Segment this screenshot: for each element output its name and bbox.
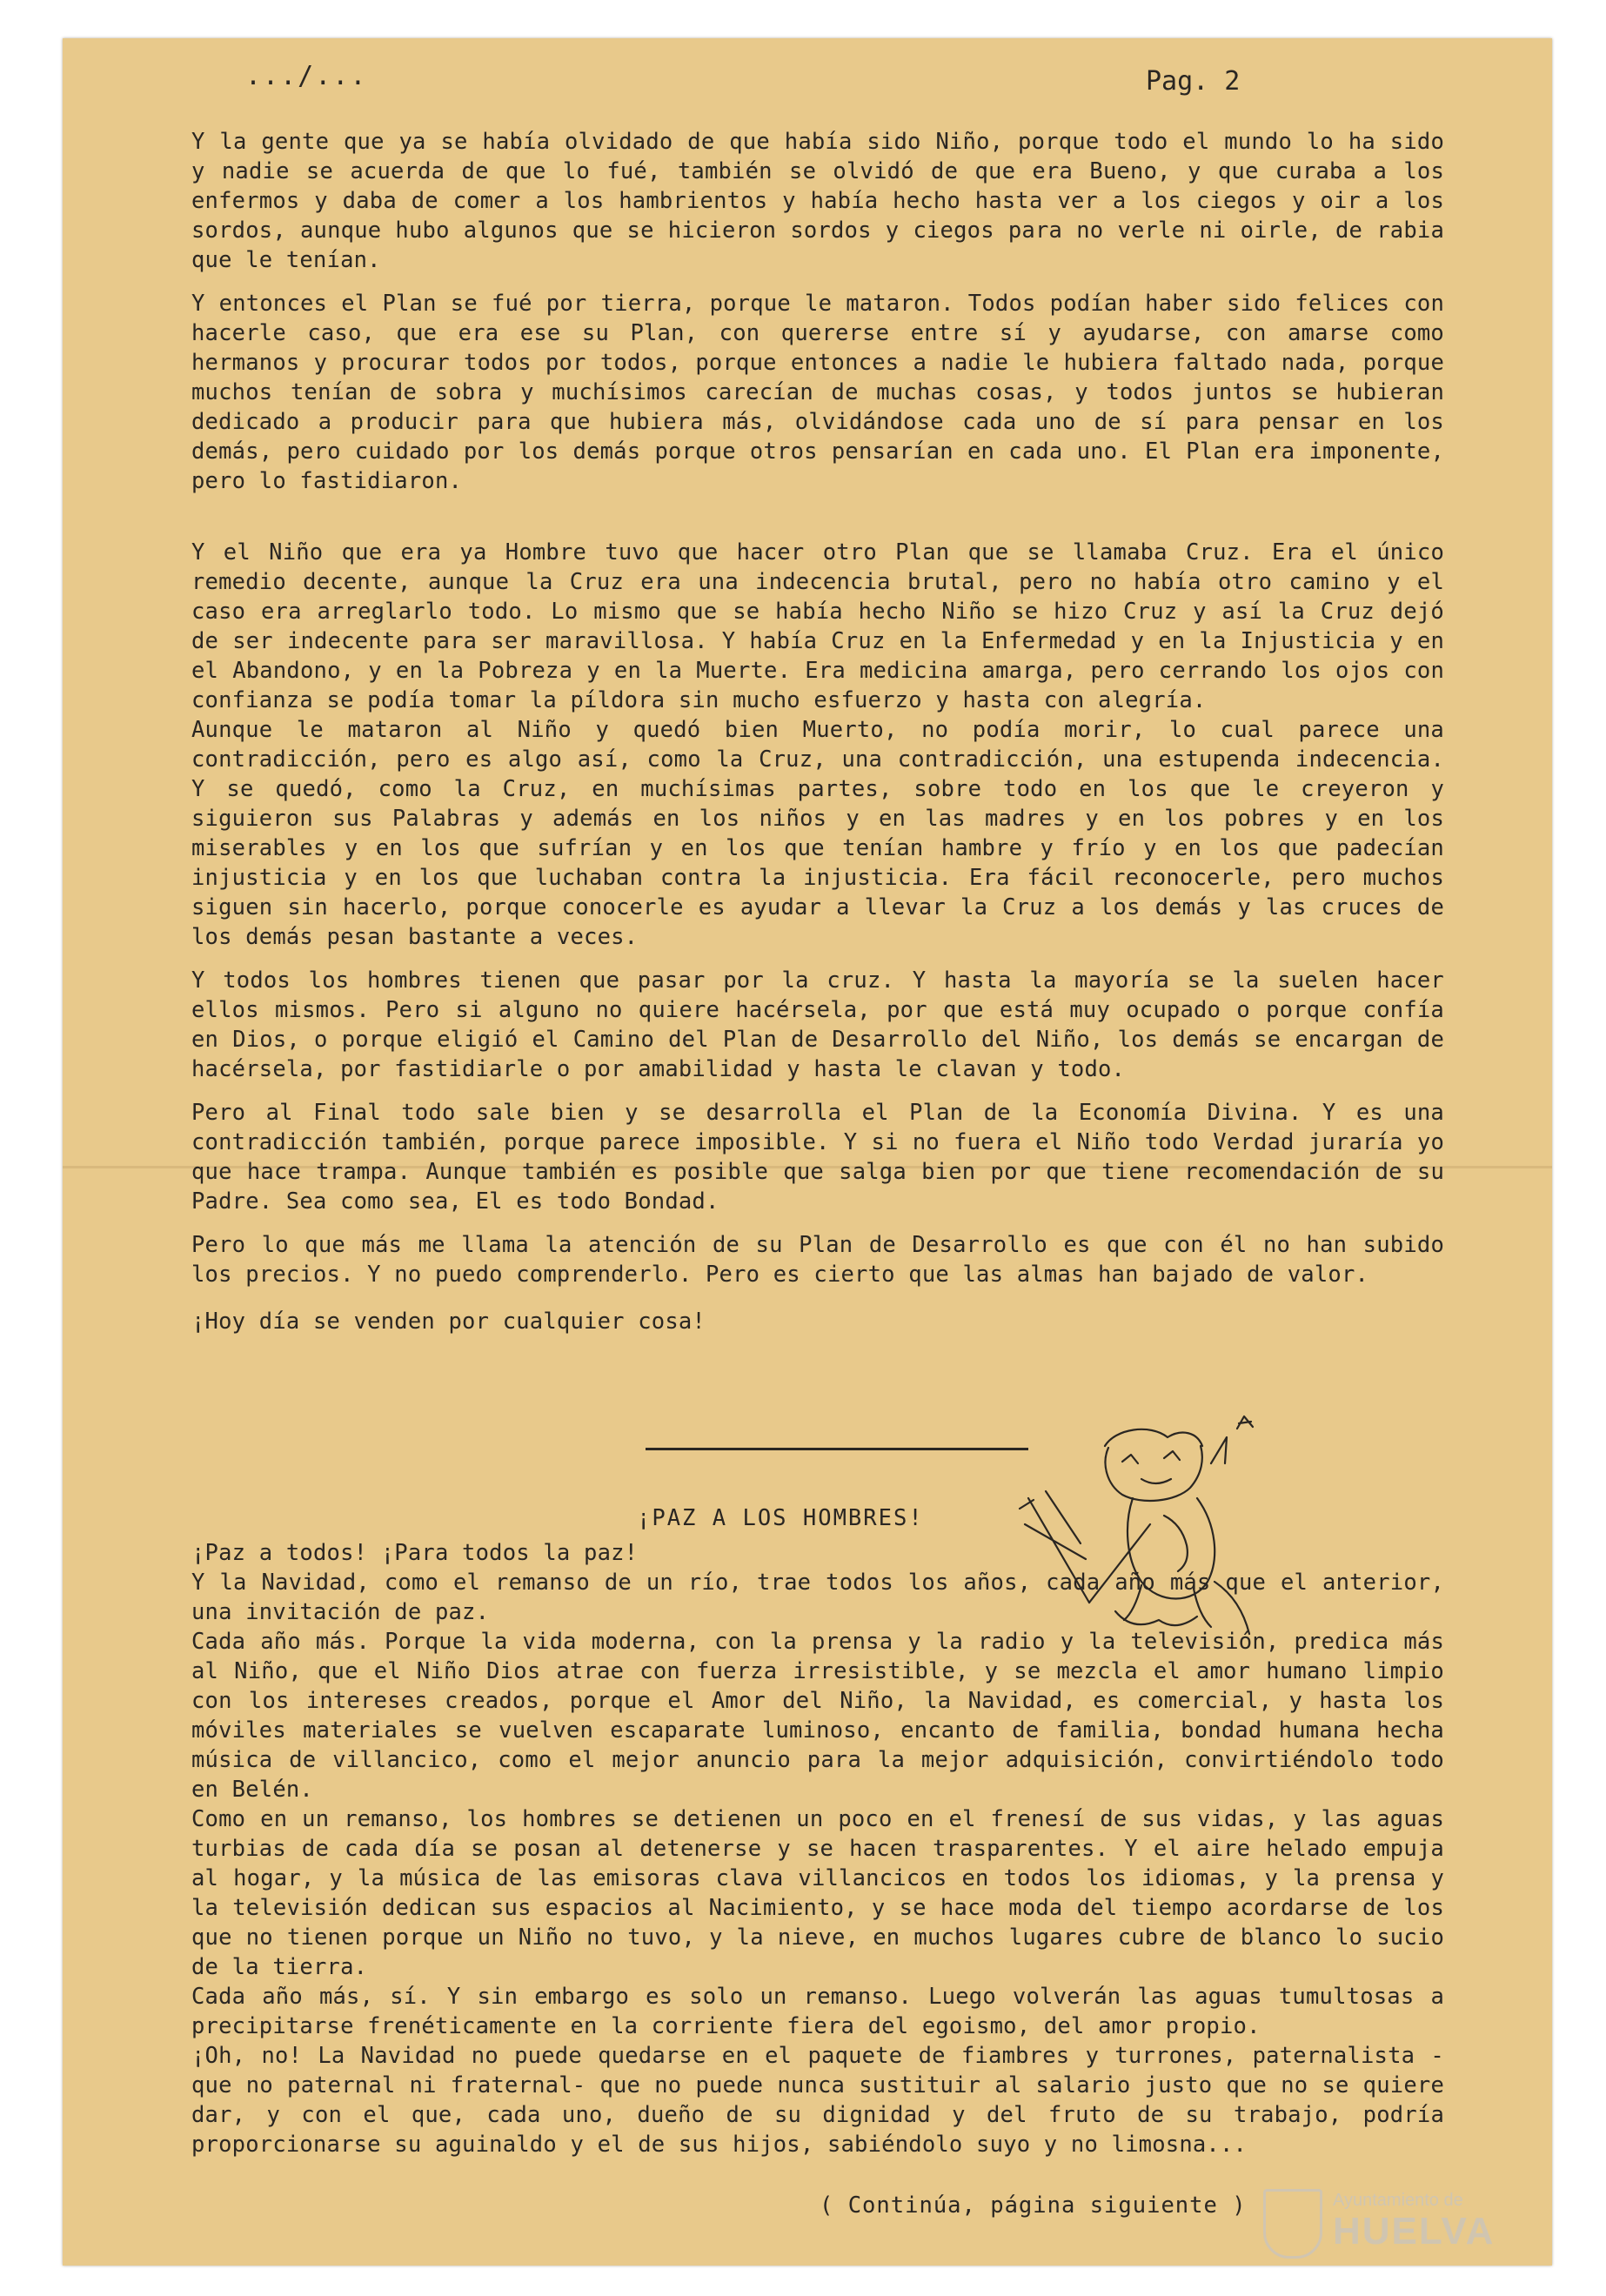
shield-icon	[1263, 2189, 1322, 2259]
paragraph: Y el Niño que era ya Hombre tuvo que hacer otro Plan que se llamaba Cruz. Era el único remedio decente, aunque la Cruz era una indecencia brutal, pero no había otro camino y el caso era arreglarlo todo. Lo mismo que se había hecho Niño se hizo Cruz y así la Cruz dejó de ser indecente para ser maravillosa. Y había Cruz en la Enfermedad y en la Injusticia y en el Abandono, y en la Pobreza y en la Muerte. Era medicina amarga, pero cerrando los ojos con confianza se podía tomar la píldora sin mucho esfuerzo y hasta con alegría.	[191, 539, 1458, 713]
paragraph: Como en un remanso, los hombres se detienen un poco en el frenesí de sus vidas, y las aguas turbias de cada día se posan al detenerse y se hacen trasparentes. Y el aire helado empuja al hogar, y la música de las emisoras clava villancicos en todos los idiomas, y la prensa y la televisión dedican sus espacios al Nacimiento, y se hace moda del tiempo acordarse de los que no tienen porque un Niño no tuvo, y la nieve, en muchos lugares cubre de blanco lo sucio de la tierra.	[191, 1806, 1458, 1980]
paragraph: Cada año más. Porque la vida moderna, con la prensa y la radio y la televisión, predica más al Niño, que el Niño Dios atrae con fuerza irresistible, y se mezcla el amor humano limpio con los intereses creados, porque el Amor del Niño, la Navidad, es comercial, y hasta los móviles materiales se vuelven escaparate luminoso, encanto de familia, bondad humana hecha música de villancico, como el mejor anuncio para la mejor adquisición, convirtiéndolo todo en Belén.	[191, 1629, 1458, 1803]
watermark-line1: Ayuntamiento de	[1333, 2191, 1463, 2210]
paragraph: Cada año más, sí. Y sin embargo es solo un remanso. Luego volverán las aguas tumultosas a precipitarse frenéticamente en la corriente fiera del egoismo, del amor propio.	[191, 1984, 1458, 2039]
section-title: ¡PAZ A LOS HOMBRES!	[637, 1505, 924, 1531]
paragraph: Aunque le mataron al Niño y quedó bien Muerto, no podía morir, lo cual parece una contradicción, pero es algo así, como la Cruz, una contradicción, una estupenda indecencia. Y se quedó, como la Cruz, en muchísimas partes, sobre todo en los que le creyeron y siguieron sus Palabras y además en los niños y en las madres y en los pobres y en los miserables y en los que sufrían y en los que tenían hambre y frío y en los que padecían injusticia y en los que luchaban contra la injusticia. Era fácil reconocerle, pero muchos siguen sin hacerlo, porque conocerle es ayudar a llevar la Cruz a los demás y las cruces de los demás pesan bastante a veces.	[191, 717, 1458, 950]
paragraph: Y todos los hombres tienen que pasar por la cruz. Y hasta la mayoría se la suelen hacer ellos mismos. Pero si alguno no quiere hacérsela, por que está muy ocupado o porque confía en Dios, o porque eligió el Camino del Plan de Desarrollo del Niño, los demás se encargan de hacérsela, por fastidiarle o por amabilidad y hasta le clavan y todo.	[191, 967, 1458, 1082]
section-divider	[646, 1448, 1028, 1450]
paragraph: Y la gente que ya se había olvidado de que había sido Niño, porque todo el mundo lo ha sido y nadie se acuerda de que lo fué, también se olvidó de que era Bueno, y que curaba a los enfermos y daba de comer a los hambrientos y había hecho hasta ver a los ciegos y oir a los sordos, aunque hubo algunos que se hicieron sordos y ciegos para no verle ni oirle, de rabia que le tenían.	[191, 129, 1458, 273]
continuation-mark: .../...	[245, 61, 368, 91]
paragraph: ¡Paz a todos! ¡Para todos la paz!	[191, 1540, 639, 1566]
paragraph: ¡Hoy día se venden por cualquier cosa!	[191, 1309, 706, 1335]
page-number: Pag. 2	[1146, 66, 1241, 97]
city-council-watermark	[1263, 2184, 1550, 2262]
continuation-note: ( Continúa, página siguiente )	[820, 2192, 1247, 2219]
paragraph: Y entonces el Plan se fué por tierra, porque le mataron. Todos podían haber sido felices con hacerle caso, que era ese su Plan, con quererse entre sí y ayudarse, con amarse como hermanos y procurar todos por todos, porque entonces a nadie le hubiera faltado nada, porque muchos tenían de sobra y muchísimos carecían de muchas cosas, y todos juntos se hubieran dedicado a producir para que hubiera más, olvidándose cada uno de sí para pensar en los demás, pero cuidado por los demás porque otros pensarían en cada uno. El Plan era imponente, pero lo fastidiaron.	[191, 291, 1458, 494]
paragraph: Pero al Final todo sale bien y se desarrolla el Plan de la Economía Divina. Y es una contradicción también, porque parece imposible. Y si no fuera el Niño todo Verdad juraría yo que hace trampa. Aunque también es posible que salga bien por que tiene recomendación de su Padre. Sea como sea, El es todo Bondad.	[191, 1100, 1458, 1215]
body-text-part1	[191, 127, 1458, 1336]
paragraph: Pero lo que más me llama la atención de su Plan de Desarrollo es que con él no han subido los precios. Y no puedo comprenderlo. Pero es cierto que las almas han bajado de valor.	[191, 1232, 1458, 1288]
document-page	[63, 38, 1552, 2266]
paragraph: ¡Oh, no! La Navidad no puede quedarse en el paquete de fiambres y turrones, paternalista -que no paternal ni fraternal- que no puede nunca sustituir al salario justo que no se quiere dar, y con el que, cada uno, dueño de su dignidad y del fruto de su trabajo, podría proporcionarse su aguinaldo y el de sus hijos, sabiéndolo suyo y no limosna...	[191, 2043, 1458, 2158]
body-text-part2	[191, 1538, 1458, 2159]
watermark-line2: HUELVA	[1333, 2210, 1496, 2252]
paragraph: Y la Navidad, como el remanso de un río, trae todos los años, cada año más que el anterior, una invitación de paz.	[191, 1570, 1458, 1625]
